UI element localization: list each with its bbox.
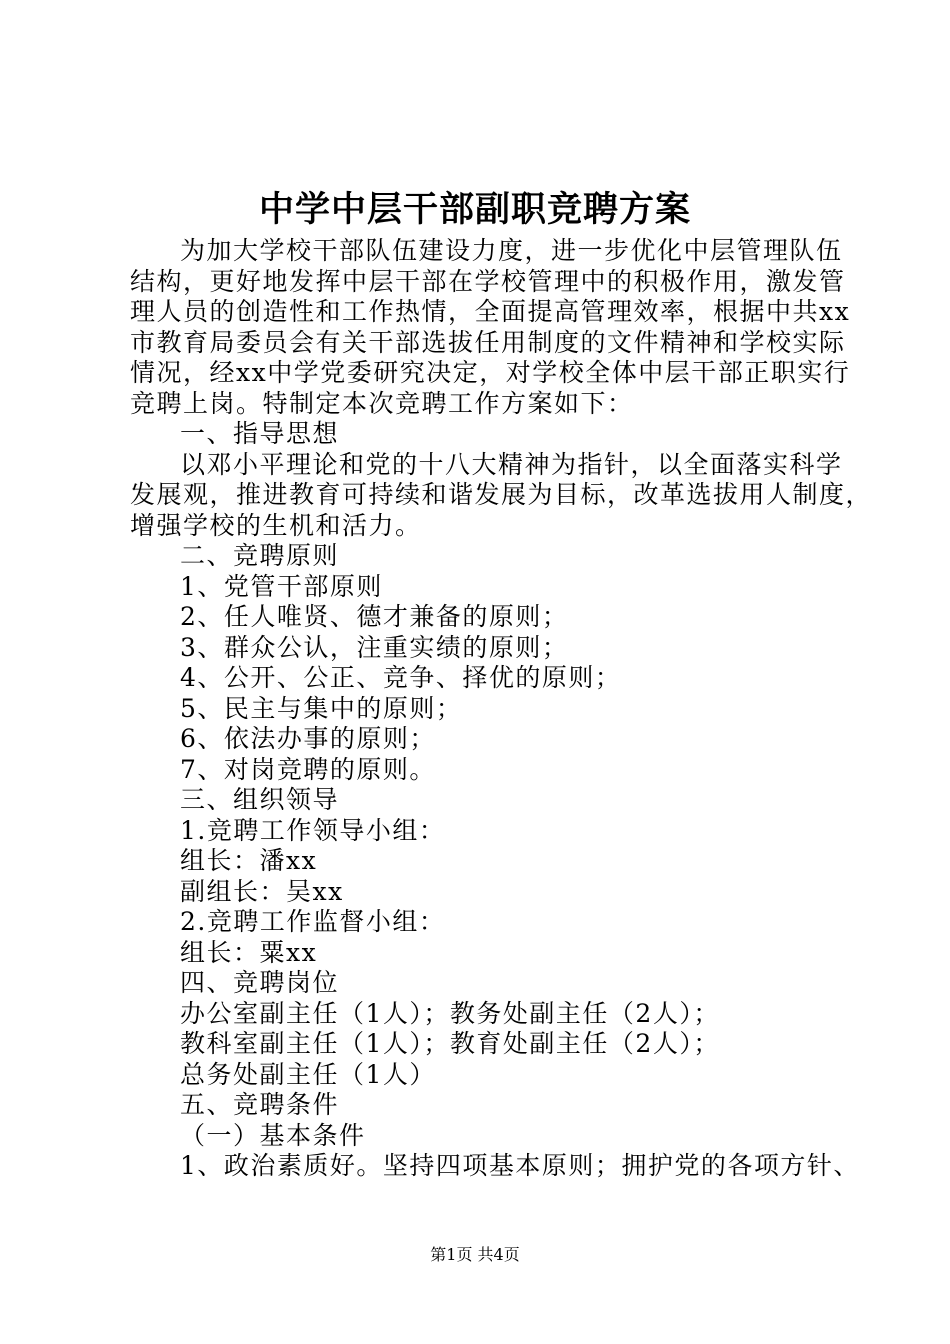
paragraph-line: 发展观，推进教育可持续和谐发展为目标，改革选拔用人制度， (130, 480, 873, 509)
list-item: 1、党管干部原则 (180, 571, 383, 601)
list-item: 2.竞聘工作监督小组： (180, 907, 446, 936)
list-item: 组长：潘xx (180, 846, 318, 875)
paragraph-line: 情况，经xx中学党委研究决定，对学校全体中层干部正职实行 (130, 358, 851, 387)
section-heading: 五、竞聘条件 (180, 1090, 340, 1119)
paragraph-line: 竞聘上岗。特制定本次竞聘工作方案如下： (130, 388, 634, 418)
paragraph-line: 1、政治素质好。坚持四项基本原则；拥护党的各项方针、 (180, 1151, 860, 1180)
list-item: 5、民主与集中的原则； (180, 693, 463, 723)
subsection-heading: （一）基本条件 (180, 1120, 366, 1150)
list-item: 4、公开、公正、竞争、择优的原则； (180, 663, 622, 692)
paragraph-line: 增强学校的生机和活力。 (130, 510, 422, 540)
list-item: 总务处副主任（1人） (180, 1059, 436, 1089)
list-item: 副组长：吴xx (180, 876, 344, 906)
section-heading: 三、组织领导 (180, 785, 340, 814)
list-item: 2、任人唯贤、德才兼备的原则； (180, 602, 569, 631)
document-title: 中学中层干部副职竞聘方案 (258, 189, 691, 230)
document-body (130, 236, 873, 1182)
section-heading: 二、竞聘原则 (180, 541, 340, 570)
paragraph-line: 结构，更好地发挥中层干部在学校管理中的积极作用，激发管 (130, 266, 846, 296)
list-item: 教科室副主任（1人）；教育处副主任（2人）； (180, 1029, 720, 1058)
paragraph-line: 理人员的创造性和工作热情，全面提高管理效率，根据中共xx (130, 297, 851, 326)
page-footer: 第1页 共4页 (430, 1245, 520, 1264)
list-item: 组长：粟xx (180, 937, 318, 967)
list-item: 办公室副主任（1人）；教务处副主任（2人）； (180, 998, 720, 1028)
section-heading: 一、指导思想 (180, 419, 340, 448)
list-item: 6、依法办事的原则； (180, 724, 436, 753)
paragraph-line: 为加大学校干部队伍建设力度，进一步优化中层管理队伍 (180, 236, 843, 265)
list-item: 3、群众公认，注重实绩的原则； (180, 632, 569, 662)
list-item: 1.竞聘工作领导小组： (180, 815, 446, 845)
list-item: 7、对岗竞聘的原则。 (180, 754, 436, 784)
paragraph-line: 以邓小平理论和党的十八大精神为指针，以全面落实科学 (180, 449, 843, 479)
paragraph-line: 市教育局委员会有关干部选拔任用制度的文件精神和学校实际 (130, 327, 846, 357)
section-heading: 四、竞聘岗位 (180, 968, 340, 997)
